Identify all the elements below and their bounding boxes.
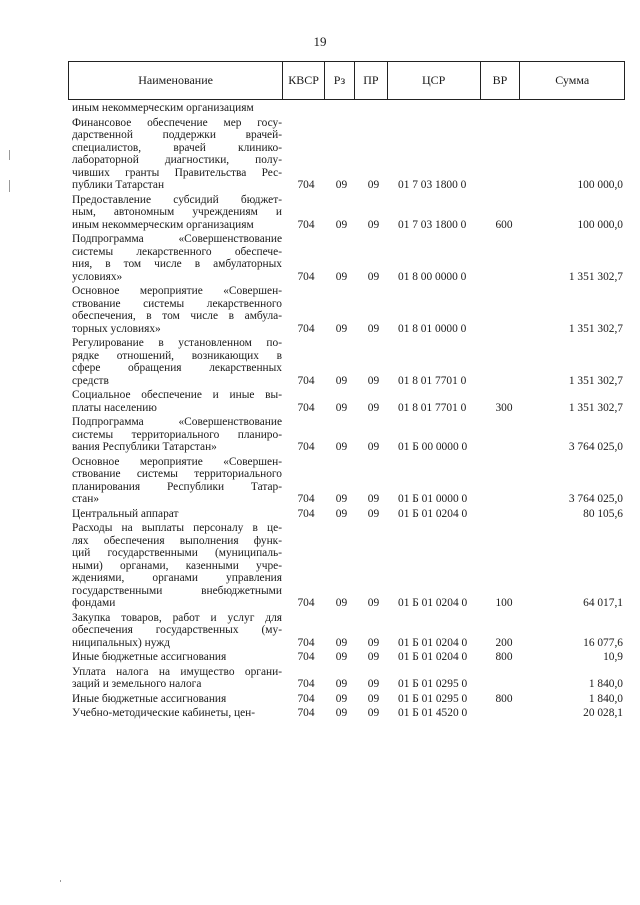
- row-rz: 09: [335, 692, 348, 705]
- row-name: [72, 707, 286, 720]
- row-vr: 100: [495, 597, 513, 609]
- row-name-line: ствование системы лекарственного: [72, 297, 282, 310]
- table-row: [72, 285, 624, 335]
- row-kvsr: 704: [297, 441, 315, 453]
- row-name-line: Основное мероприятие «Совершен-: [72, 285, 282, 297]
- row-name-line: условиях»: [72, 270, 123, 283]
- header-sum: Сумма: [555, 73, 590, 87]
- row-kvsr: 704: [297, 218, 315, 231]
- row-sum: 3 764 025,0: [568, 441, 623, 453]
- row-name: [72, 102, 286, 115]
- row-name-line: системы территориального планиро-: [72, 428, 282, 441]
- row-sum: 80 105,6: [583, 507, 623, 520]
- row-kvsr: 704: [297, 651, 315, 663]
- row-pr: 09: [367, 507, 380, 520]
- header-csr: ЦСР: [388, 62, 481, 99]
- row-kvsr: 704: [297, 636, 315, 649]
- row-kvsr: 704: [297, 270, 315, 283]
- row-sum: 10,9: [603, 651, 623, 663]
- row-csr: 01 Б 01 0204 0: [398, 651, 468, 663]
- row-name-line: планирования Республики Татар-: [72, 480, 282, 493]
- row-name: [72, 285, 286, 335]
- table-row: [72, 337, 624, 387]
- row-name-line: ния, в том числе в амбулаторных: [72, 258, 282, 270]
- row-name-line: вания Республики Татарстан»: [72, 441, 217, 453]
- row-csr: 01 Б 01 0204 0: [398, 507, 468, 520]
- table-row: [72, 707, 624, 720]
- row-name-line: Подпрограмма «Совершенствование: [72, 416, 282, 428]
- table-body: [72, 102, 624, 720]
- header-name: Наименование: [69, 62, 283, 99]
- row-rz: 09: [335, 651, 348, 663]
- row-pr: 09: [367, 707, 380, 719]
- scan-speck: [9, 180, 10, 192]
- row-sum: 64 017,1: [583, 597, 623, 609]
- row-name-line: обеспечения, в том числе в амбула-: [72, 310, 282, 322]
- row-vr: 300: [495, 401, 513, 414]
- row-name-line: ниципальных) нужд: [72, 636, 170, 649]
- row-sum: 1 351 302,7: [568, 270, 623, 283]
- row-pr: 09: [367, 179, 380, 191]
- table-row: [72, 651, 624, 664]
- row-name-line: средств: [72, 374, 109, 387]
- row-csr: 01 Б 01 4520 0: [398, 707, 468, 719]
- row-name-line: чивших гранты Правительства Рес-: [72, 166, 282, 179]
- table-header: [68, 61, 625, 100]
- row-pr: 09: [367, 597, 380, 609]
- row-sum: 20 028,1: [583, 707, 623, 719]
- row-csr: 01 8 01 7701 0: [398, 401, 467, 414]
- row-pr: 09: [367, 270, 380, 283]
- row-pr: 09: [367, 401, 380, 414]
- table-row: [72, 522, 624, 610]
- table-row: [72, 508, 624, 521]
- row-name-line: Финансовое обеспечение мер госу-: [72, 116, 282, 129]
- row-kvsr: 704: [297, 678, 315, 690]
- row-name-line: системы лекарственного обеспече-: [72, 245, 282, 258]
- row-name-line: Расходы на выплаты персоналу в це-: [72, 522, 282, 534]
- row-rz: 09: [335, 678, 348, 690]
- page-number: 19: [313, 34, 327, 49]
- row-kvsr: 704: [297, 507, 315, 520]
- row-name-line: Учебно-методические кабинеты, цен-: [72, 707, 256, 719]
- row-sum: 3 764 025,0: [568, 493, 623, 505]
- row-pr: 09: [367, 651, 380, 663]
- table-row: [72, 693, 624, 706]
- scan-speck: [60, 880, 61, 882]
- table-row: [72, 194, 624, 232]
- row-name: [72, 508, 286, 521]
- row-pr: 09: [367, 441, 380, 453]
- row-kvsr: 704: [297, 322, 315, 335]
- row-name: [72, 693, 286, 706]
- row-name: [72, 233, 286, 283]
- row-sum: 1 840,0: [588, 692, 623, 705]
- header-kvsr: КВСР: [283, 62, 325, 99]
- row-kvsr: 704: [297, 597, 315, 609]
- row-vr: 200: [495, 636, 513, 649]
- row-name: [72, 194, 286, 232]
- row-rz: 09: [335, 374, 348, 387]
- table-row: [72, 456, 624, 506]
- scan-speck: [9, 150, 10, 160]
- row-rz: 09: [335, 270, 348, 283]
- row-name-line: сфере обращения лекарственных: [72, 362, 282, 374]
- row-pr: 09: [367, 678, 380, 690]
- row-kvsr: 704: [297, 179, 315, 191]
- row-name-line: ствование системы территориального: [72, 468, 282, 480]
- row-name-line: иным некоммерческим организациям: [72, 218, 254, 231]
- row-sum: 1 840,0: [588, 678, 623, 690]
- row-name: [72, 612, 286, 650]
- row-name-line: лабораторной диагностики, полу-: [72, 154, 282, 166]
- row-pr: 09: [367, 218, 380, 231]
- row-name-line: стан»: [72, 493, 100, 505]
- header-vr: ВР: [481, 62, 521, 99]
- row-rz: 09: [335, 441, 348, 453]
- row-name-line: Регулирование в установленном по-: [72, 337, 282, 349]
- row-sum: 1 351 302,7: [568, 374, 623, 387]
- row-sum: 1 351 302,7: [568, 401, 623, 414]
- row-csr: 01 Б 01 0295 0: [398, 692, 468, 705]
- row-name-line: Предоставление субсидий бюджет-: [72, 193, 282, 206]
- row-name: [72, 666, 286, 691]
- row-vr: 800: [495, 651, 513, 663]
- row-pr: 09: [367, 322, 380, 335]
- row-csr: 01 Б 01 0000 0: [398, 493, 468, 505]
- row-csr: 01 7 03 1800 0: [398, 179, 467, 191]
- row-vr: 600: [495, 218, 513, 231]
- row-name-line: дарственной поддержки врачей-: [72, 129, 282, 141]
- row-name: [72, 522, 286, 610]
- row-name: [72, 456, 286, 506]
- row-name-line: ций государственными (муниципаль-: [72, 547, 282, 559]
- table-row: [72, 612, 624, 650]
- row-csr: 01 7 03 1800 0: [398, 218, 467, 231]
- row-rz: 09: [335, 636, 348, 649]
- row-rz: 09: [335, 401, 348, 414]
- row-csr: 01 8 00 0000 0: [398, 270, 467, 283]
- row-name-line: Уплата налога на имущество органи-: [72, 665, 282, 678]
- row-pr: 09: [367, 636, 380, 649]
- header-rz: Рз: [325, 62, 355, 99]
- row-rz: 09: [335, 707, 348, 719]
- row-rz: 09: [335, 597, 348, 609]
- row-name-line: Основное мероприятие «Совершен-: [72, 455, 282, 468]
- table-row: [72, 102, 624, 115]
- row-name-line: торных условиях»: [72, 322, 161, 335]
- row-rz: 09: [335, 179, 348, 191]
- row-name-line: специалистов, врачей клинико-: [72, 141, 282, 154]
- row-kvsr: 704: [297, 493, 315, 505]
- row-name-line: рядке отношений, возникающих в: [72, 349, 282, 362]
- row-vr: 800: [495, 692, 513, 705]
- row-sum: 100 000,0: [577, 218, 623, 231]
- row-pr: 09: [367, 374, 380, 387]
- row-pr: 09: [367, 493, 380, 505]
- row-name-line: Иные бюджетные ассигнования: [72, 692, 227, 705]
- row-pr: 09: [367, 692, 380, 705]
- table-row: [72, 233, 624, 283]
- row-name-line: лях обеспечения выполнения функ-: [72, 534, 282, 547]
- row-name-line: иным некоммерческим организациям: [72, 102, 254, 114]
- row-name: [72, 389, 286, 414]
- row-csr: 01 Б 00 0000 0: [398, 441, 468, 453]
- row-csr: 01 Б 01 0204 0: [398, 636, 468, 649]
- row-kvsr: 704: [297, 692, 315, 705]
- row-kvsr: 704: [297, 707, 315, 719]
- table-row: [72, 389, 624, 414]
- row-sum: 100 000,0: [577, 179, 623, 191]
- row-rz: 09: [335, 218, 348, 231]
- row-csr: 01 8 01 0000 0: [398, 322, 467, 335]
- table-row: [72, 416, 624, 454]
- header-pr: ПР: [355, 62, 388, 99]
- row-rz: 09: [335, 507, 348, 520]
- table-row: [72, 117, 624, 192]
- row-csr: 01 Б 01 0204 0: [398, 597, 468, 609]
- row-name: [72, 416, 286, 454]
- row-name-line: Центральный аппарат: [72, 507, 179, 520]
- row-sum: 16 077,6: [583, 636, 623, 649]
- row-name-line: ным, автономным учреждениям и: [72, 206, 282, 218]
- row-name-line: обеспечения государственных (му-: [72, 624, 282, 636]
- row-name-line: государственными внебюджетными: [72, 584, 282, 597]
- table-row: [72, 666, 624, 691]
- row-sum: 1 351 302,7: [568, 322, 623, 335]
- row-name-line: ждениями, органами управления: [72, 572, 282, 584]
- row-name: [72, 117, 286, 192]
- row-name-line: Закупка товаров, работ и услуг для: [72, 611, 282, 624]
- row-name-line: заций и земельного налога: [72, 678, 202, 690]
- row-name-line: платы населению: [72, 401, 157, 414]
- row-rz: 09: [335, 322, 348, 335]
- row-name-line: фондами: [72, 597, 116, 609]
- row-rz: 09: [335, 493, 348, 505]
- row-csr: 01 8 01 7701 0: [398, 374, 467, 387]
- row-name: [72, 337, 286, 387]
- row-name-line: публики Татарстан: [72, 179, 165, 191]
- row-name-line: Иные бюджетные ассигнования: [72, 651, 227, 663]
- row-name-line: Социальное обеспечение и иные вы-: [72, 389, 282, 401]
- row-name: [72, 651, 286, 664]
- row-csr: 01 Б 01 0295 0: [398, 678, 468, 690]
- row-name-line: ными) органами, казенными учре-: [72, 559, 282, 572]
- row-name-line: Подпрограмма «Совершенствование: [72, 233, 282, 245]
- row-kvsr: 704: [297, 401, 315, 414]
- row-kvsr: 704: [297, 374, 315, 387]
